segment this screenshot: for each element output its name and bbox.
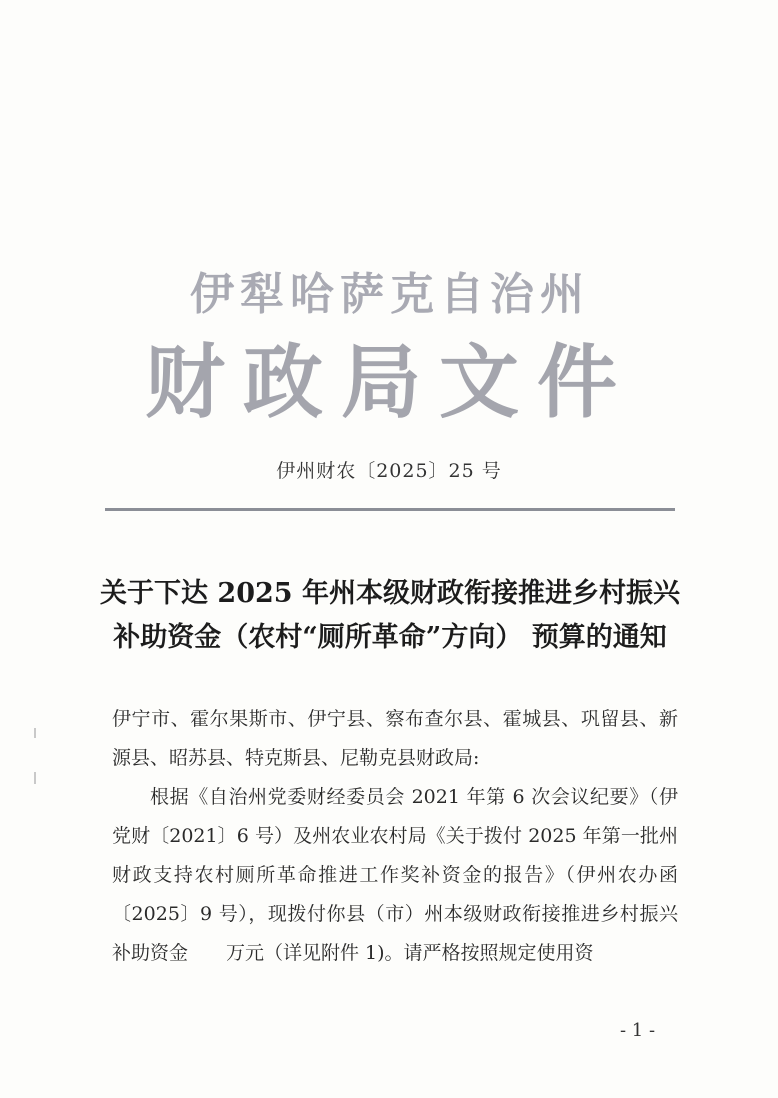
document-number: 伊州财农〔2025〕25 号	[276, 460, 502, 482]
issuing-authority-line: 伊犁哈萨克自治州	[190, 269, 590, 320]
document-title	[100, 572, 680, 660]
document-body	[112, 700, 678, 973]
document-type-line: 财政局文件	[145, 335, 635, 429]
body-paragraph: 根据《自治州党委财经委员会 2021 年第 6 次会议纪要》（伊党财〔2021〕6 号）及州农业农村局《关于拨付 2025 年第一批州财政支持农村厕所革命推进工作奖补资金的报告》（伊州农办函〔2025〕9 号），现拨付你县（市）州本级财政衔接推进乡村振兴补助资金 万元（详见附件 1)。请严格按照规定使用资	[112, 786, 678, 964]
title-line-2: 补助资金（农村“厕所革命”方向） 预算的通知	[113, 622, 667, 653]
header-divider	[105, 508, 675, 511]
binding-mark	[34, 772, 36, 784]
title-line-1: 关于下达 2025 年州本级财政衔接推进乡村振兴	[100, 578, 680, 609]
page-number: - 1 -	[620, 1020, 656, 1041]
binding-mark	[34, 728, 36, 738]
addressees: 伊宁市、霍尔果斯市、伊宁县、察布查尔县、霍城县、巩留县、新源县、昭苏县、特克斯县、尼勒克县财政局:	[112, 708, 678, 769]
